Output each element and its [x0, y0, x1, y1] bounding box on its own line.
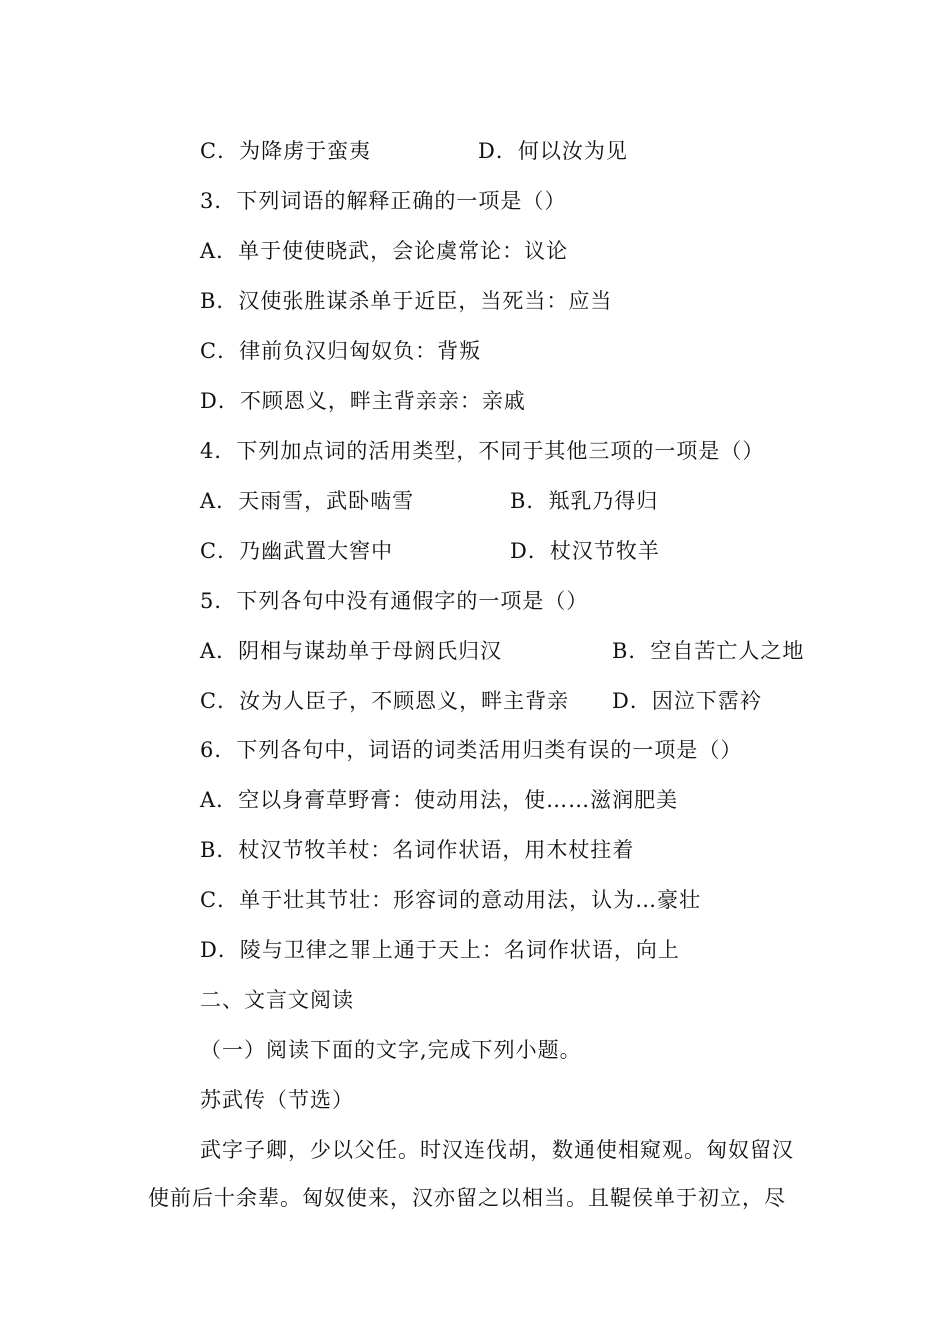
- q3-option-d: D．不顾恩义，畔主背亲亲：亲戚: [200, 389, 526, 413]
- q3-stem: 3．下列词语的解释正确的一项是（）: [200, 189, 567, 213]
- section-heading: 二、文言文阅读: [200, 988, 354, 1012]
- subsection-instruction: （一）阅读下面的文字,完成下列小题。: [200, 1038, 582, 1062]
- q5-option-d: D．因泣下霑衿: [612, 689, 762, 713]
- q5-stem: 5．下列各句中没有通假字的一项是（）: [200, 589, 589, 613]
- q6-option-d: D．陵与卫律之罪上通于天上：名词作状语，向上: [200, 938, 680, 962]
- q4-option-b: B．羝乳乃得归: [510, 489, 659, 513]
- passage-line-1: 武字子卿，少以父任。时汉连伐胡，数通使相窥观。匈奴留汉: [200, 1138, 794, 1162]
- q6-option-b: B．杖汉节牧羊杖：名词作状语，用木杖拄着: [200, 838, 635, 862]
- q5-option-c: C．汝为人臣子，不顾恩义，畔主背亲: [200, 689, 570, 713]
- q6-option-c: C．单于壮其节壮：形容词的意动用法，认为…豪壮: [200, 888, 702, 912]
- q3-option-a: A．单于使使晓武，会论虞常论：议论: [200, 239, 569, 263]
- passage-title: 苏武传（节选）: [200, 1088, 354, 1112]
- q5-option-b: B．空自苦亡人之地: [612, 639, 805, 663]
- passage-line-2: 使前后十余辈。匈奴使来，汉亦留之以相当。且鞮侯单于初立，尽: [148, 1186, 786, 1210]
- q4-option-a: A．天雨雪，武卧啮雪: [200, 489, 415, 513]
- q4-stem: 4．下列加点词的活用类型，不同于其他三项的一项是（）: [200, 439, 765, 463]
- q6-stem: 6．下列各句中，词语的词类活用归类有误的一项是（）: [200, 738, 743, 762]
- q4-option-d: D．杖汉节牧羊: [510, 539, 660, 563]
- q4-option-c: C．乃幽武置大窖中: [200, 539, 394, 563]
- q3-option-c: C．律前负汉归匈奴负：背叛: [200, 339, 482, 363]
- q2-option-d: D．何以汝为见: [478, 139, 628, 163]
- q6-option-a: A．空以身膏草野膏：使动用法，使……滋润肥美: [200, 788, 679, 812]
- q3-option-b: B．汉使张胜谋杀单于近臣，当死当：应当: [200, 289, 613, 313]
- q5-option-a: A．阴相与谋劫单于母阏氏归汉: [200, 639, 503, 663]
- q2-options-row: [200, 136, 371, 166]
- q2-option-c: C．为降虏于蛮夷: [200, 139, 372, 163]
